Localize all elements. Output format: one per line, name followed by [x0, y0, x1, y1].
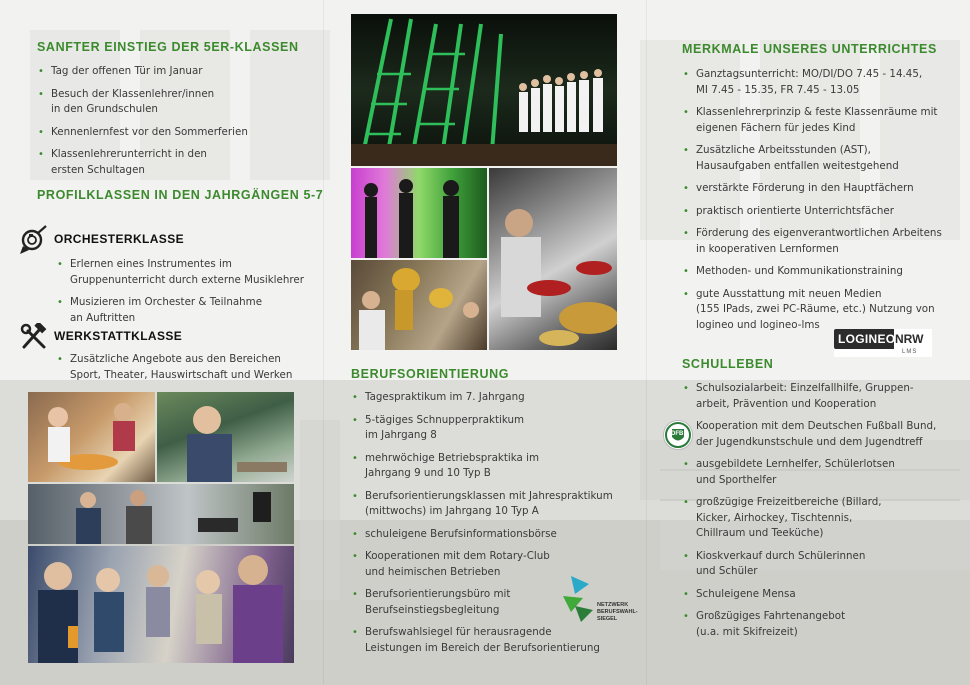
schoollife-section — [682, 357, 964, 647]
photo-brass-band — [351, 260, 487, 350]
list-item: • Besuch der Klassenlehrer/innen in den Grundschulen — [37, 87, 327, 118]
intro-heading: SANFTER EINSTIEG DER 5ER-KLASSEN — [37, 40, 299, 54]
list-item: • Förderung des eigenverantwortlichen Arbeitens in kooperativen Lernformen — [682, 226, 964, 257]
list-item: • Berufswahlsiegel für herausragende Leistungen im Bereich der Berufsorientierung — [351, 625, 641, 656]
schoollife-heading: SCHULLEBEN — [682, 357, 774, 371]
list-item: • Erlernen eines Instrumentes im Gruppenunterricht durch externe Musiklehrer — [56, 257, 320, 288]
photo-shadow-theater — [351, 168, 487, 258]
list-item: • gute Ausstattung mit neuen Medien (155 IPads, zwei PC-Räume, etc.) Nutzung von logineo und logineo-lms — [682, 287, 964, 334]
list-item: • Ganztagsunterricht: MO/DI/DO 7.45 - 14.45, MI 7.45 - 15.35, FR 7.45 - 13.05 — [682, 67, 964, 98]
logineo-logo-main: LOGINEO — [834, 329, 894, 349]
list-item: • Kooperation mit dem Deutschen Fußball Bund, der Jugendkunstschule und dem Jugendtreff — [682, 419, 964, 450]
logineo-logo-nrw: NRW — [895, 332, 924, 346]
list-item: • Großzügiges Fahrtenangebot (u.a. mit Skifreizeit) — [682, 609, 964, 640]
photo-classroom — [28, 546, 294, 663]
intro-list — [37, 64, 327, 178]
list-item: • Zusätzliche Arbeitsstunden (AST), Hausaufgaben entfallen weitestgehend — [682, 143, 964, 174]
berufswahlsiegel-icon — [561, 574, 595, 624]
berufswahlsiegel-logo — [561, 574, 641, 626]
photo-stage-performance — [351, 14, 617, 166]
fold-line-right — [646, 0, 647, 685]
orchestra-heading-row — [20, 224, 320, 254]
berufswahlsiegel-text-2: BERUFSWAHL- — [597, 609, 638, 615]
list-item: • schuleigene Berufsinformationsbörse — [351, 527, 641, 543]
list-item: • Musizieren im Orchester & Teilnahme an Auftritten — [56, 295, 320, 326]
list-item: • Berufsorientierungsbüro mit Berufseinstiegsbegleitung — [351, 587, 641, 618]
berufswahlsiegel-text-3: SIEGEL — [597, 616, 618, 622]
list-item: • praktisch orientierte Unterrichtsfächer — [682, 204, 964, 220]
hammer-wrench-icon — [20, 323, 48, 349]
teaching-list — [682, 67, 964, 333]
right-column — [682, 42, 964, 340]
list-item: • 5-tägiges Schnupperpraktikum im Jahrgang 8 — [351, 413, 641, 444]
list-item: • Tagespraktikum im 7. Jahrgang — [351, 390, 641, 406]
list-item: • Tag der offenen Tür im Januar — [37, 64, 327, 80]
profile-heading: PROFILKLASSEN IN DEN JAHRGÄNGEN 5-7 — [37, 188, 324, 202]
workshop-heading: WERKSTATTKLASSE — [54, 329, 183, 343]
list-item: • Klassenlehrerprinzip & feste Klassenräume mit eigenen Fächern für jedes Kind — [682, 105, 964, 136]
french-horn-icon — [20, 224, 48, 254]
logineo-logo-lms: LMS — [902, 349, 918, 355]
teaching-heading: MERKMALE UNSERES UNTERRICHTES — [682, 42, 937, 56]
photo-workshop-boy — [157, 392, 294, 482]
dfb-logo — [663, 420, 693, 450]
list-item: • großzügige Freizeitbereiche (Billard, Kicker, Airhockey, Tischtennis, Chillraum und Teeküche) — [682, 495, 964, 542]
left-column — [37, 40, 327, 202]
list-item: • Zusätzliche Angebote aus den Bereichen Sport, Theater, Hauswirtschaft und Werken — [56, 352, 320, 383]
orchestra-section — [20, 224, 320, 333]
list-item: • Kennenlernfest vor den Sommerferien — [37, 125, 327, 141]
list-item: • Kioskverkauf durch Schülerinnen und Schüler — [682, 549, 964, 580]
logineo-nrw-logo — [834, 329, 932, 357]
list-item: • Kooperationen mit dem Rotary-Club und heimischen Betrieben — [351, 549, 641, 580]
photo-robotics — [28, 484, 294, 544]
list-item: • Schuleigene Mensa — [682, 587, 964, 603]
workshop-heading-row — [20, 323, 320, 349]
list-item: • Methoden- und Kommunikationstraining — [682, 264, 964, 280]
orchestra-heading: ORCHESTERKLASSE — [54, 232, 185, 246]
list-item: • ausgebildete Lernhelfer, Schülerlotsen und Sporthelfer — [682, 457, 964, 488]
career-heading: BERUFSORIENTIERUNG — [351, 367, 510, 381]
list-item: • mehrwöchige Betriebspraktika im Jahrgang 9 und 10 Typ B — [351, 451, 641, 482]
workshop-list — [56, 352, 320, 383]
orchestra-list — [56, 257, 320, 326]
list-item: • Schulsozialarbeit: Einzelfallhilfe, Gruppen- arbeit, Prävention und Kooperation — [682, 381, 964, 412]
list-item: • Berufsorientierungsklassen mit Jahrespraktikum (mittwochs) im Jahrgang 10 Typ A — [351, 489, 641, 520]
photo-drummer — [489, 168, 617, 350]
schoollife-list — [682, 381, 964, 640]
list-item: • verstärkte Förderung in den Hauptfächern — [682, 181, 964, 197]
photo-cooking-class — [28, 392, 155, 482]
dfb-logo-text: DFB — [671, 431, 684, 437]
berufswahlsiegel-text-1: NETZWERK — [597, 602, 629, 608]
workshop-section — [20, 323, 320, 390]
list-item: • Klassenlehrerunterricht in den ersten Schultagen — [37, 147, 327, 178]
